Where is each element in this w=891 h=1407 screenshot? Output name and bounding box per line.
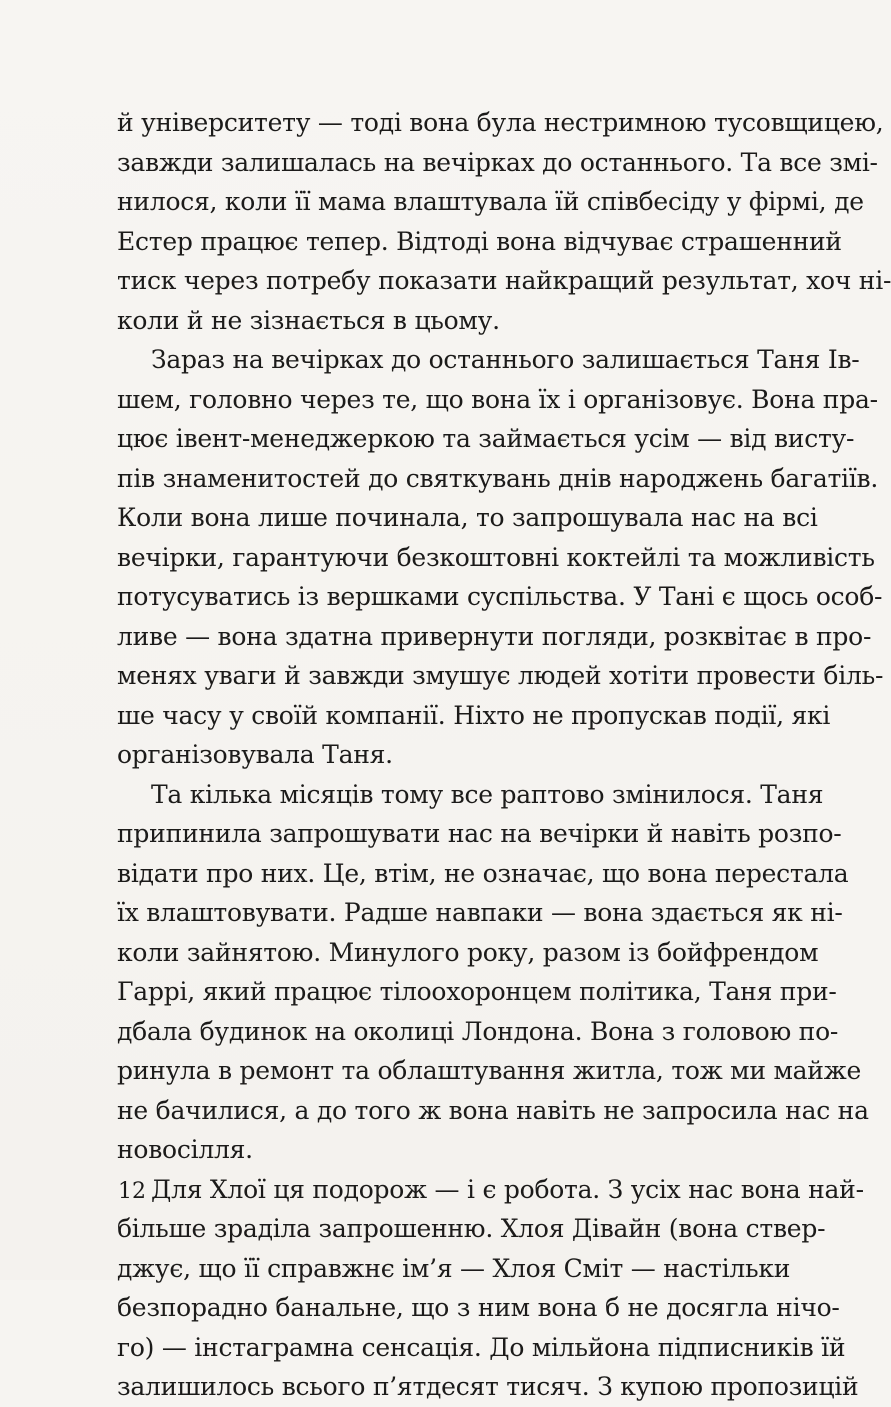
page-number: 12 — [118, 1179, 146, 1204]
text-line: Зараз на вечірках до останнього залишається Таня Ів- — [151, 345, 860, 374]
text-line: Та кілька місяців тому все раптово змінилося. Таня — [151, 779, 824, 809]
text-line: більше зраділа запрошенню. Хлоя Дівайн (вона ствер- — [117, 1214, 826, 1243]
text-line: коли й не зізнається в цьому. — [117, 305, 500, 335]
text-line: організовувала Таня. — [117, 740, 393, 769]
text-line: припинила запрошувати нас на вечірки й навіть розпо- — [117, 819, 842, 848]
text-line: Коли вона лише починала, то запрошувала нас на всі — [117, 503, 818, 532]
text-line: Гаррі, який працює тілоохоронцем політика, Таня при- — [117, 977, 837, 1006]
text-line: вечірки, гарантуючи безкоштовні коктейлі та можливість — [117, 542, 875, 572]
text-line: цює івент-менеджеркою та займається усім — від висту- — [117, 424, 855, 453]
text-line: нилося, коли її мама влаштувала їй співбесіду у фірмі, де — [117, 187, 864, 216]
text-line: дбала будинок на околиці Лондона. Вона з головою по- — [117, 1016, 839, 1046]
text-line: безпорадно банальне, що з ним вона б не досягла нічо- — [117, 1293, 840, 1322]
text-line: ринула в ремонт та облаштування житла, тож ми майже — [117, 1056, 862, 1085]
text-line: Для Хлої ця подорож — і є робота. З усіх нас вона най- — [151, 1174, 864, 1204]
text-line: новосілля. — [117, 1135, 253, 1164]
text-line: тиск через потребу показати найкращий результат, хоч ні- — [117, 266, 891, 295]
text-line: менях уваги й завжди змушує людей хотіти провести біль- — [117, 661, 884, 690]
text-line: ливе — вона здатна привернути погляди, розквітає в про- — [117, 621, 872, 651]
text-line: не бачилися, а до того ж вона навіть не запросила нас на — [117, 1095, 869, 1125]
text-line: Естер працює тепер. Відтоді вона відчуває страшенний — [117, 226, 842, 256]
text-line: коли зайнятою. Минулого року, разом із бойфрендом — [117, 937, 819, 967]
paragraph — [117, 775, 869, 1170]
text-line: їх влаштовувати. Радше навпаки — вона здається як ні- — [117, 898, 843, 927]
paragraph — [117, 103, 891, 340]
text-line: го) — інстаграмна сенсація. До мільйона підписників їй — [117, 1332, 846, 1362]
text-line: джує, що її справжнє ім’я — Хлоя Сміт — настільки — [117, 1253, 791, 1283]
text-line: ше часу у своїй компанії. Ніхто не пропускав події, які — [117, 700, 831, 730]
text-line: потусуватись із вершками суспільства. У Тані є щось особ- — [117, 582, 883, 611]
text-line: залишилось всього п’ятдесят тисяч. З купою пропозицій — [117, 1372, 859, 1401]
text-line: завжди залишалась на вечірках до останнього. Та все змі- — [117, 147, 878, 177]
text-line: шем, головно через те, що вона їх і організовує. Вона пра- — [117, 384, 878, 414]
text-line: пів знаменитостей до святкувань днів народжень багатіїв. — [117, 463, 879, 493]
text-line: й університету — тоді вона була нестримною тусовщицею, — [117, 108, 884, 137]
text-line: відати про них. Це, втім, не означає, що вона перестала — [117, 858, 849, 888]
page-body-text — [117, 103, 891, 1407]
paragraph — [117, 340, 884, 775]
paragraph — [117, 1170, 864, 1407]
